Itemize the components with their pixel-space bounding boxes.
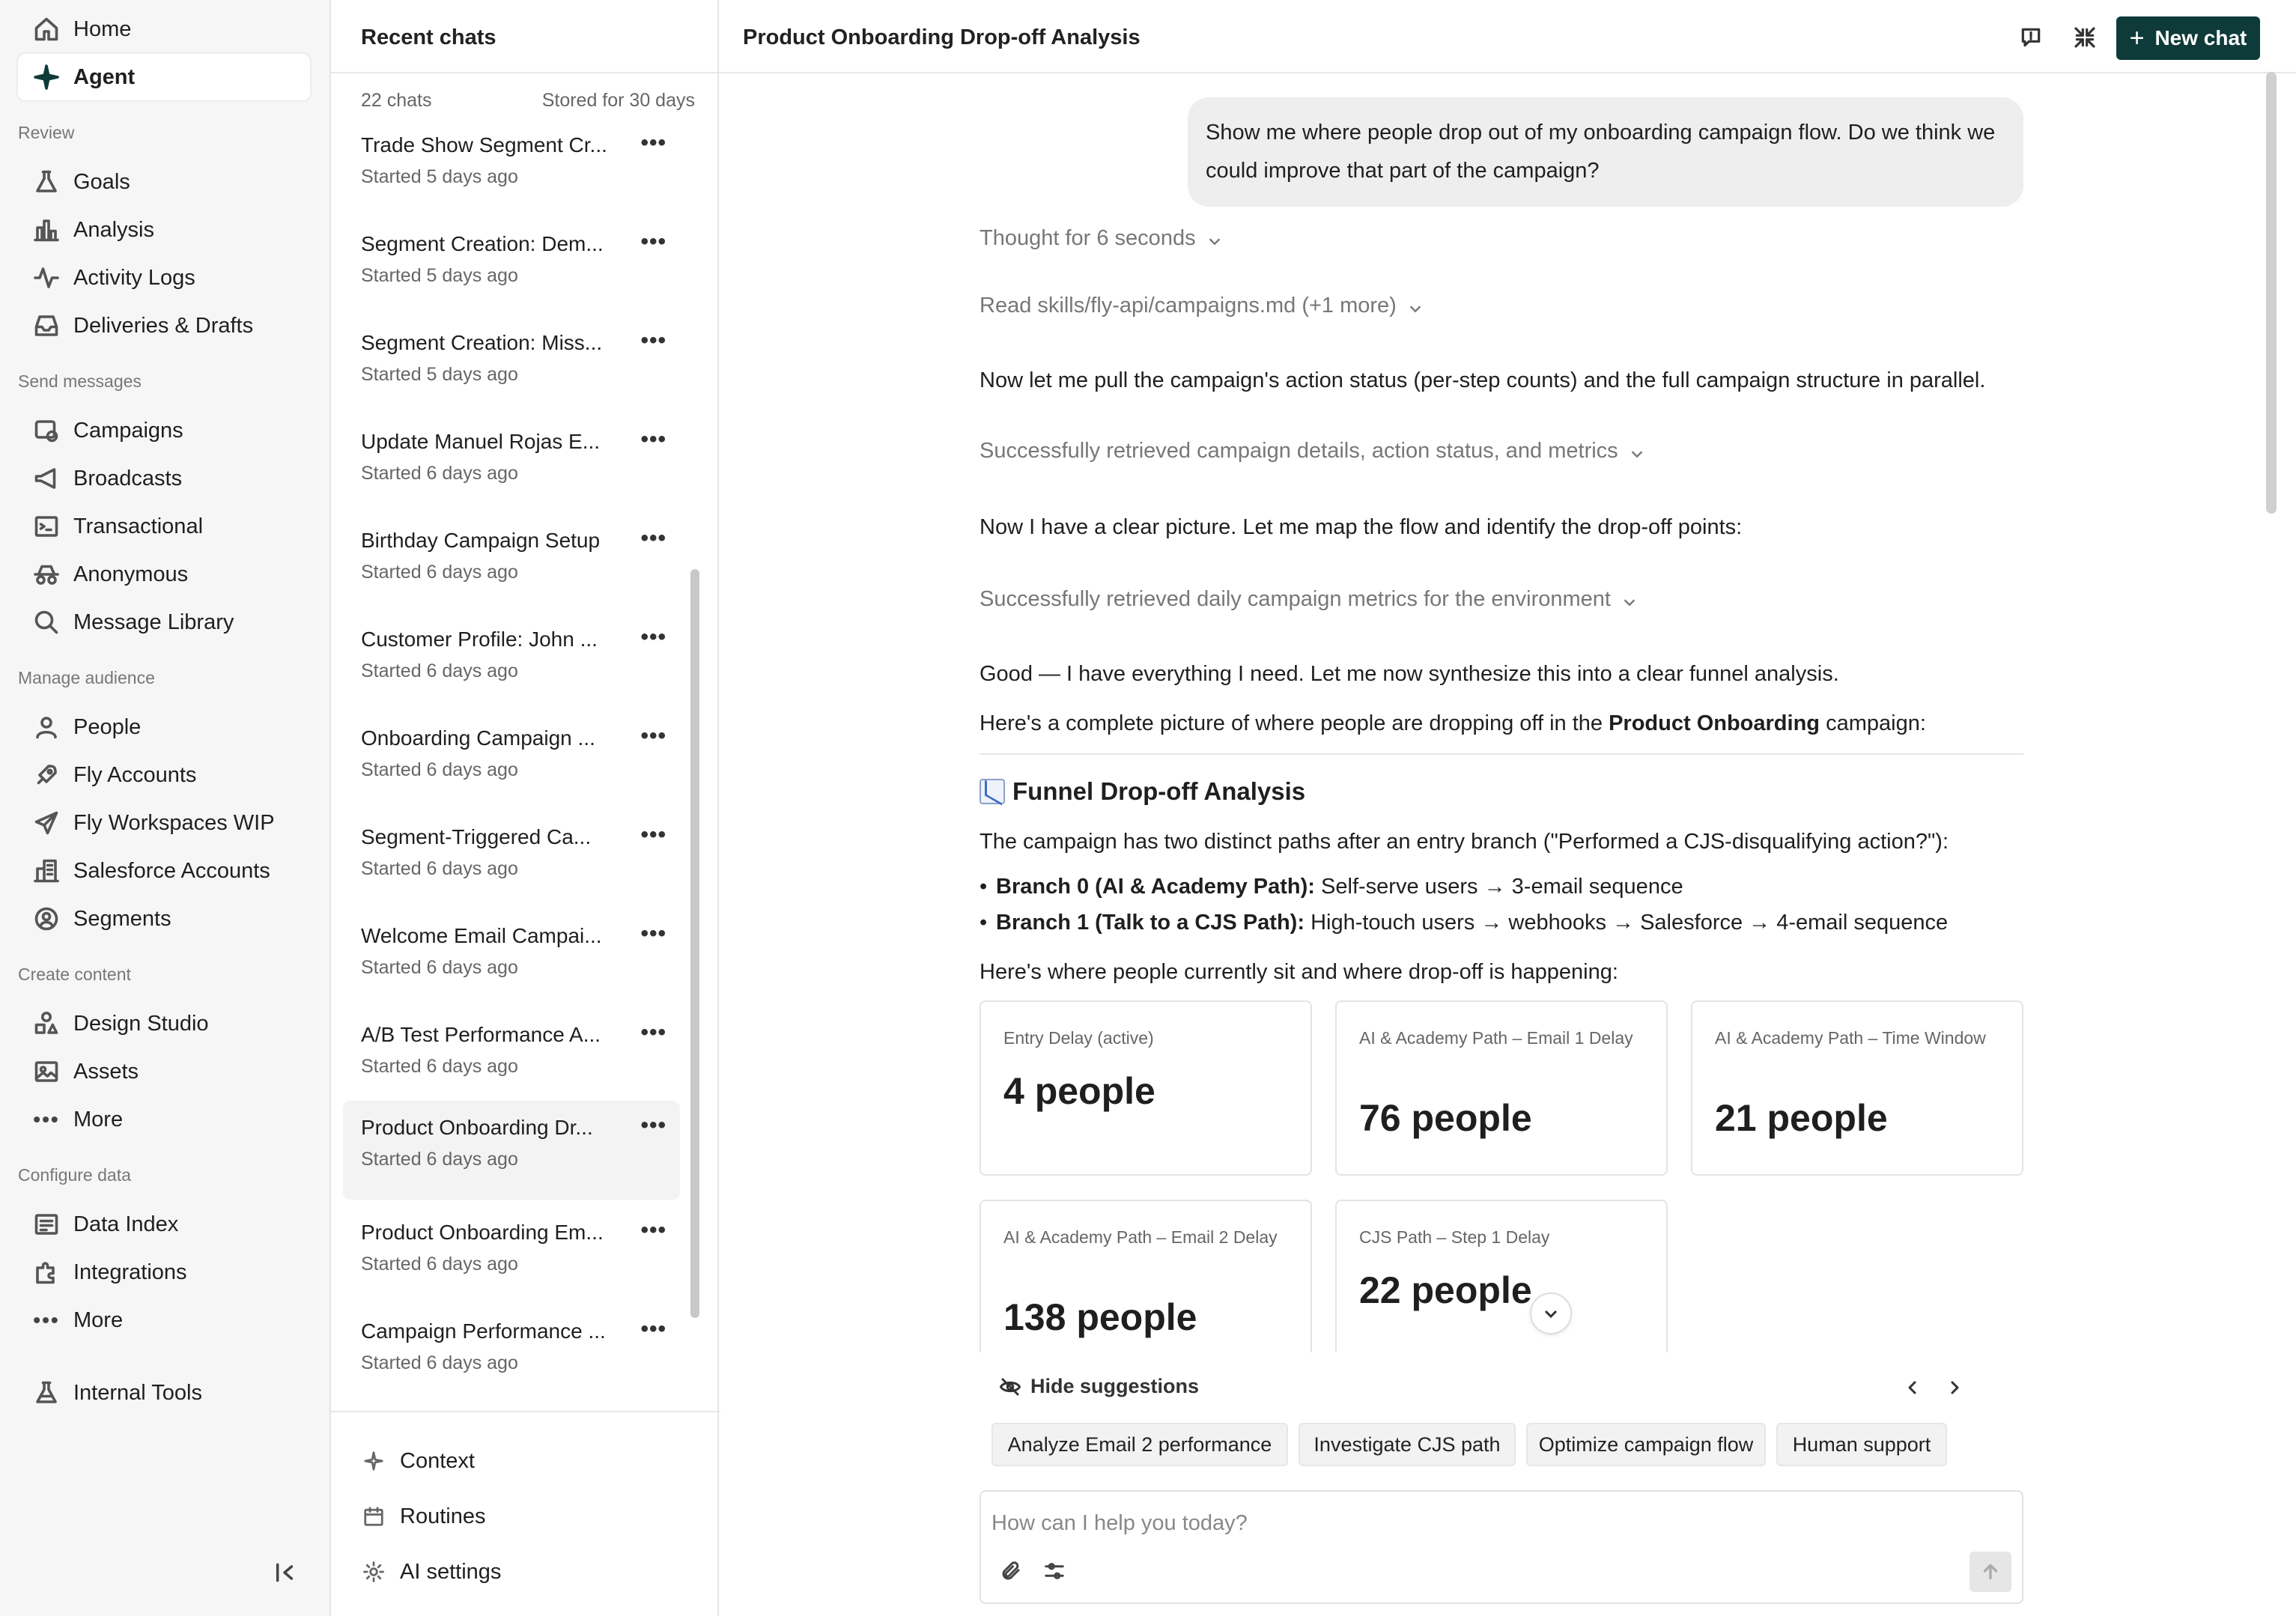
chat-started: Started 6 days ago [361,1352,518,1373]
nav-item-label: Broadcasts [73,466,183,490]
nav-item-integrations[interactable] [18,1249,310,1295]
send-icon [31,808,61,838]
nav-item-label: Segments [73,906,171,931]
analysis-intro: The campaign has two distinct paths after an entry branch ("Performed a CJS-disqualifying action?"): [980,830,1949,854]
chevron-left-icon [1904,1379,1922,1397]
chat-list-item[interactable] [343,226,680,321]
more-options-icon[interactable]: ••• [640,328,666,353]
branch-name: Branch 0 (AI & Academy Path): [996,875,1315,899]
thought-label: Thought for 6 seconds [980,226,1196,250]
nav-item-assets[interactable] [18,1048,310,1095]
more-options-icon[interactable]: ••• [640,427,666,452]
chat-title-heading: Product Onboarding Drop-off Analysis [743,25,1141,49]
chat-list-scrollbar[interactable] [690,569,699,1318]
metric-value: 22 people [1359,1269,1532,1311]
chevron-right-icon [1946,1379,1964,1397]
more-options-icon[interactable]: ••• [640,921,666,946]
message-input[interactable] [991,1505,1965,1541]
more-dots-icon: ••• [33,1108,60,1131]
search-icon [31,607,61,637]
user-message: Show me where people drop out of my onboarding campaign flow. Do we think we could improve that part of the campaign? [1188,97,2023,207]
feedback-icon [2019,25,2043,49]
chat-list-item[interactable] [343,622,680,716]
suggestion-chip[interactable]: Human support [1776,1423,1947,1466]
feedback-button[interactable] [2016,22,2046,52]
chats-count: 22 chats [361,90,432,111]
chevron-down-icon [1621,592,1638,608]
assistant-text: Now I have a clear picture. Let me map the flow and identify the drop-off points: [980,515,1743,539]
campaign-name: Product Onboarding [1609,711,1820,735]
index-icon [31,1209,61,1239]
bar-chart-icon [31,215,61,245]
nav-item-label: Integrations [73,1260,187,1284]
chat-list-item[interactable] [343,424,680,518]
routines-label: Routines [400,1504,486,1528]
metric-label: Entry Delay (active) [1003,1028,1154,1048]
suggestion-chip[interactable]: Optimize campaign flow [1526,1423,1766,1466]
nav-item-label: More [73,1107,124,1131]
chat-started: Started 6 days ago [361,759,518,780]
metric-value: 138 people [1003,1296,1197,1338]
message-composer [980,1490,2023,1604]
nav-item-design-studio[interactable] [18,1000,310,1047]
nav-item-goals[interactable] [18,159,310,205]
metric-label: CJS Path – Step 1 Delay [1359,1227,1550,1247]
branch-name: Branch 1 (Talk to a CJS Path): [996,911,1305,935]
chat-started: Started 5 days ago [361,265,518,286]
divider [331,1411,720,1412]
shapes-icon [31,1009,61,1039]
nav-item-broadcasts[interactable] [18,455,310,502]
text-segment: Here's a complete picture of where people are dropping off in the [980,711,1603,735]
chat-title: Product Onboarding Em... [361,1221,604,1244]
ai-settings-link[interactable] [361,1553,501,1591]
chat-title: Product Onboarding Dr... [361,1116,593,1139]
collapse-sidebar-button[interactable] [270,1558,300,1588]
suggestion-chip[interactable]: Analyze Email 2 performance [991,1423,1288,1466]
nav-item-label: Transactional [73,514,204,538]
more-options-icon[interactable]: ••• [640,1020,666,1045]
nav-item-label: Deliveries & Drafts [73,313,254,338]
chat-list-item[interactable] [343,127,680,222]
nav-item-label: Goals [73,169,130,194]
nav-item-more-data[interactable] [18,1297,310,1343]
chevron-down-icon [1206,231,1223,247]
nav-item-internal-tools[interactable] [18,1370,310,1416]
activity-icon [31,263,61,293]
read-files-toggle[interactable] [980,294,1424,318]
nav-item-label: More [73,1307,124,1332]
more-options-icon[interactable]: ••• [640,229,666,254]
chevron-down-icon [1407,298,1424,315]
assistant-text [980,708,2023,738]
options-button[interactable] [1039,1556,1069,1586]
sliders-icon [1043,1560,1066,1582]
more-options-icon[interactable]: ••• [640,723,666,748]
nav-item-segments[interactable] [18,896,310,942]
nav-item-analysis[interactable] [18,207,310,253]
nav-item-label: Campaigns [73,418,183,443]
metric-label: AI & Academy Path – Email 2 Delay [1003,1227,1278,1247]
chevron-down-icon [1542,1304,1560,1322]
suggestions-next-button[interactable] [1942,1375,1967,1400]
tool-call-toggle[interactable] [980,587,1638,612]
metric-label: AI & Academy Path – Time Window [1715,1028,1986,1048]
context-link[interactable] [361,1442,475,1480]
routines-link[interactable] [361,1498,485,1535]
more-options-icon[interactable]: ••• [640,526,666,550]
nav-item-home[interactable] [18,6,310,52]
recent-chats-panel [329,0,719,1616]
nav-item-label: Activity Logs [73,265,195,290]
terminal-icon [31,511,61,541]
metric-card [1335,1000,1668,1176]
chat-title: Campaign Performance ... [361,1319,606,1343]
puzzle-icon [31,1257,61,1287]
more-dots-icon: ••• [33,1308,60,1331]
nav-section-configure-data: Configure data [18,1165,131,1185]
nav-section-manage-audience: Manage audience [18,668,155,687]
chat-started: Started 6 days ago [361,957,518,978]
calendar-icon [361,1504,386,1529]
nav-item-more-content[interactable] [18,1096,310,1143]
home-icon [31,14,61,44]
chat-title: Welcome Email Campai... [361,924,602,947]
new-chat-label: New chat [2154,26,2247,49]
segment-icon [31,904,61,934]
chat-title: Customer Profile: John ... [361,628,598,651]
text-segment: campaign: [1826,711,1926,735]
chat-started: Started 6 days ago [361,463,518,484]
branch-desc: High-touch users → webhooks → Salesforce → 4-email sequence [1311,911,1949,935]
nav-item-agent[interactable] [18,54,310,100]
metric-card [980,1200,1312,1352]
nav-section-review: Review [18,123,75,142]
tool-call-label: Successfully retrieved campaign details, action status, and metrics [980,439,1618,463]
chat-title: Trade Show Segment Cr... [361,133,607,157]
metric-value: 76 people [1359,1097,1532,1139]
more-options-icon[interactable]: ••• [640,130,666,155]
analysis-heading-text: Funnel Drop-off Analysis [1012,777,1306,805]
nav-item-label: Salesforce Accounts [73,858,270,883]
recent-chats-title: Recent chats [361,25,496,49]
more-options-icon[interactable]: ••• [640,1113,666,1137]
scroll-to-bottom-button[interactable] [1530,1293,1572,1334]
chat-started: Started 6 days ago [361,660,518,681]
chat-title: Segment Creation: Miss... [361,331,603,354]
suggestions-prev-button[interactable] [1900,1375,1925,1400]
nav-item-label: Fly Accounts [73,762,197,787]
nav-item-label: Assets [73,1059,139,1084]
chat-list-item[interactable] [343,1017,680,1111]
chat-list-item-active[interactable] [343,1101,680,1200]
metric-label: AI & Academy Path – Email 1 Delay [1359,1028,1633,1048]
building-icon [31,856,61,886]
chat-title: Segment-Triggered Ca... [361,825,592,848]
chat-started: Started 5 days ago [361,166,518,187]
nav-item-data-index[interactable] [18,1201,310,1248]
chat-list-item[interactable] [343,819,680,914]
tool-call-toggle[interactable] [980,439,1645,464]
chat-title: Segment Creation: Dem... [361,232,604,255]
conversation [980,72,2023,1352]
conversation-scrollbar[interactable] [2266,72,2277,514]
chat-list[interactable] [331,127,705,1408]
image-icon [31,1057,61,1087]
nav-item-campaigns[interactable] [18,407,310,454]
nav-item-transactional[interactable] [18,503,310,550]
nav-item-label: Data Index [73,1212,179,1236]
nav-item-anonymous[interactable] [18,551,310,598]
nav-item-label: Design Studio [73,1011,209,1036]
more-options-icon[interactable]: ••• [640,1218,666,1242]
nav-item-message-library[interactable] [18,599,310,646]
nav-section-send-messages: Send messages [18,371,142,391]
chat-started: Started 6 days ago [361,1149,518,1170]
chart-decreasing-icon [980,779,1005,804]
sparkle-outline-icon [361,1448,386,1474]
nav-item-label: Fly Workspaces WIP [73,810,275,835]
chat-list-item[interactable] [343,1313,680,1408]
chevron-down-icon [1629,443,1645,460]
sparkle-icon [31,62,61,92]
chat-title: Onboarding Campaign ... [361,726,595,750]
chat-list-item[interactable] [343,720,680,815]
divider [980,753,2023,755]
hide-suggestions-label: Hide suggestions [1030,1375,1200,1397]
more-options-icon[interactable]: ••• [640,1316,666,1341]
eye-off-icon [999,1376,1021,1398]
nav-item-people[interactable] [18,704,310,750]
more-options-icon[interactable]: ••• [640,822,666,847]
attach-button[interactable] [996,1556,1026,1586]
branch-desc: Self-serve users → 3-email sequence [1321,875,1683,899]
campaign-icon [31,416,61,446]
nav-item-label: Anonymous [73,562,189,586]
chat-started: Started 6 days ago [361,1254,518,1275]
nav-item-label: Home [73,16,132,41]
minimize-button[interactable] [2070,22,2100,52]
chat-started: Started 6 days ago [361,1056,518,1077]
read-files-label: Read skills/fly-api/campaigns.md (+1 more) [980,294,1397,318]
main-navigation [0,0,329,1616]
cards-intro: Here's where people currently sit and where drop-off is happening: [980,960,1618,984]
chat-list-item[interactable] [343,523,680,617]
metric-card [980,1000,1312,1176]
collapse-left-icon [273,1561,297,1585]
chat-started: Started 5 days ago [361,364,518,385]
flask-icon [31,167,61,197]
flask-icon [31,1378,61,1408]
nav-item-fly-accounts[interactable] [18,752,310,798]
nav-item-deliveries-drafts[interactable] [18,303,310,349]
branch-item [996,872,1683,902]
nav-item-label: Agent [73,64,136,89]
incognito-icon [31,559,61,589]
nav-item-label: Analysis [73,217,154,242]
suggestion-chip[interactable]: Investigate CJS path [1299,1423,1516,1466]
arrow-up-icon [1981,1562,2000,1582]
tool-call-label: Successfully retrieved daily campaign metrics for the environment [980,587,1611,611]
hide-suggestions-button[interactable] [999,1375,1199,1398]
nav-item-label: Message Library [73,610,234,634]
inbox-icon [31,311,61,341]
rocket-icon [31,760,61,790]
chat-title: Update Manuel Rojas E... [361,430,601,453]
megaphone-icon [31,464,61,493]
new-chat-button[interactable] [2116,16,2260,60]
plus-icon: + [2129,23,2145,52]
chat-main-area [720,0,2296,1616]
chat-list-item[interactable] [343,325,680,419]
chat-list-item[interactable] [343,918,680,1012]
more-options-icon[interactable]: ••• [640,625,666,649]
context-label: Context [400,1448,475,1473]
nav-section-create-content: Create content [18,965,131,984]
chat-title: Birthday Campaign Setup [361,529,601,552]
metric-value: 21 people [1715,1097,1888,1139]
chat-title: A/B Test Performance A... [361,1023,601,1046]
paperclip-icon [1000,1560,1022,1582]
metric-value: 4 people [1003,1070,1155,1112]
thought-toggle[interactable] [980,226,1223,251]
analysis-heading [980,777,1305,806]
chat-started: Started 6 days ago [361,562,518,583]
metric-card [1335,1200,1668,1352]
nav-item-fly-workspaces[interactable] [18,800,310,846]
divider [331,72,720,73]
nav-item-label: Internal Tools [73,1380,202,1405]
gear-icon [361,1559,386,1585]
send-button[interactable] [1969,1552,2011,1592]
chat-list-item[interactable] [343,1215,680,1309]
assistant-text: Good — I have everything I need. Let me now synthesize this into a clear funnel analysis. [980,662,1839,686]
branch-item [996,908,1948,938]
nav-item-activity-logs[interactable] [18,255,310,301]
chats-retention-note: Stored for 30 days [541,90,695,111]
collapse-arrows-icon [2073,25,2097,49]
nav-item-label: People [73,714,142,739]
metric-card [1691,1000,2023,1176]
ai-settings-label: AI settings [400,1559,502,1584]
nav-item-salesforce-accounts[interactable] [18,848,310,894]
person-icon [31,712,61,742]
chat-started: Started 6 days ago [361,858,518,879]
assistant-text: Now let me pull the campaign's action status (per-step counts) and the full campaign structure in parallel. [980,368,1986,392]
